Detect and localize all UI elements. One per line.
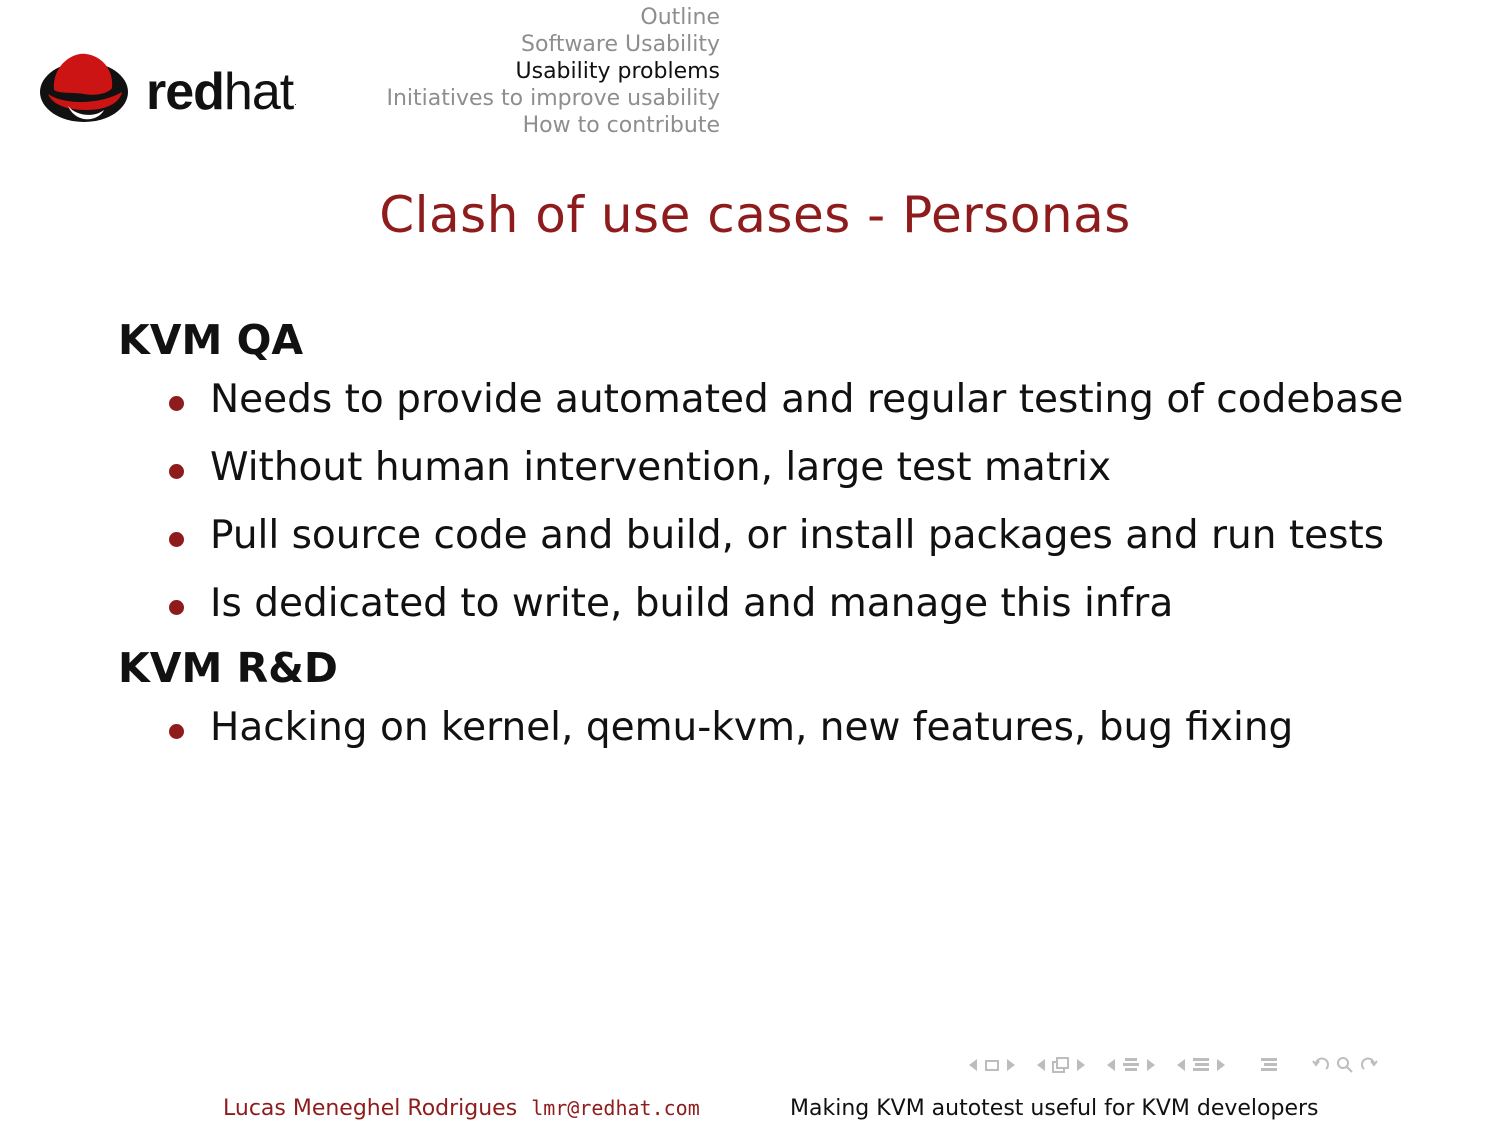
bullet-list (118, 694, 1418, 762)
prev-subsection-icon[interactable] (1107, 1059, 1115, 1071)
nav-item-outline[interactable]: Outline (640, 5, 720, 30)
section-icon[interactable] (1192, 1056, 1210, 1074)
next-section-icon[interactable] (1217, 1059, 1225, 1071)
section-navigation (386, 4, 720, 139)
nav-item-usability-problems[interactable]: Usability problems (515, 59, 720, 84)
next-frame-icon[interactable] (1007, 1059, 1015, 1071)
author-email: lmr@redhat.com (531, 1096, 700, 1120)
slide-content (118, 314, 1418, 762)
section-heading: KVM QA (118, 316, 304, 364)
subsection-icon[interactable] (1122, 1056, 1140, 1074)
document-icon[interactable] (1260, 1056, 1278, 1074)
prev-section-icon[interactable] (1177, 1059, 1185, 1071)
slide-icon[interactable] (1052, 1056, 1070, 1074)
beamer-navigation-controls (965, 1056, 1381, 1074)
prev-slide-icon[interactable] (1037, 1059, 1045, 1071)
redhat-logo (38, 46, 328, 136)
nav-item-software-usability[interactable]: Software Usability (521, 32, 720, 57)
bullet-item: Without human intervention, large test matrix (118, 434, 1418, 502)
bullet-list (118, 366, 1418, 638)
nav-item-how-to-contribute[interactable]: How to contribute (522, 113, 720, 138)
nav-item-initiatives[interactable]: Initiatives to improve usability (386, 86, 720, 111)
undo-icon[interactable] (1312, 1056, 1330, 1074)
section-heading: KVM R&D (118, 644, 338, 692)
section-kvm-qa (118, 314, 1418, 638)
redo-icon[interactable] (1360, 1056, 1378, 1074)
shadowman-hat-icon (38, 46, 130, 128)
bullet-item: Needs to provide automated and regular testing of codebase (118, 366, 1418, 434)
search-icon[interactable] (1336, 1056, 1354, 1074)
slide-title: Clash of use cases - Personas (379, 186, 1131, 244)
section-kvm-rd (118, 642, 1418, 762)
next-subsection-icon[interactable] (1147, 1059, 1155, 1071)
prev-frame-icon[interactable] (969, 1059, 977, 1071)
frame-icon[interactable] (985, 1060, 999, 1071)
footer-author (223, 1096, 700, 1121)
next-slide-icon[interactable] (1077, 1059, 1085, 1071)
redhat-wordmark: redhat. (146, 63, 296, 121)
bullet-item: Pull source code and build, or install packages and run tests (118, 502, 1418, 570)
author-name: Lucas Meneghel Rodrigues (223, 1096, 518, 1121)
bullet-item: Is dedicated to write, build and manage this infra (118, 570, 1418, 638)
bullet-item: Hacking on kernel, qemu-kvm, new features, bug fixing (118, 694, 1418, 762)
footer-talk-title: Making KVM autotest useful for KVM developers (790, 1096, 1319, 1121)
